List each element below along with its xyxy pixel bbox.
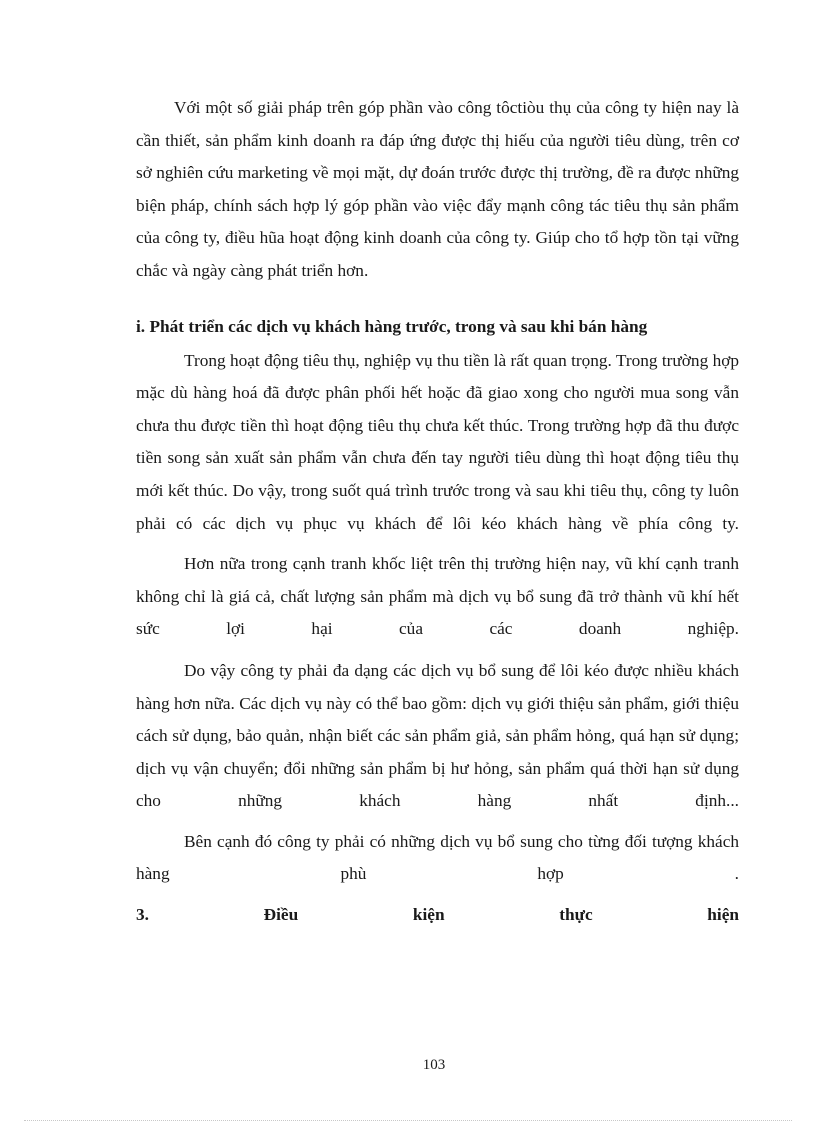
page-bottom-rule xyxy=(24,1120,792,1121)
paragraph-competition: Hơn nữa trong cạnh tranh khốc liệt trên thị trường hiện nay, vũ khí cạnh tranh không chỉ là giá cả, chất lượng sản phẩm mà dịch vụ bổ sung đã trở thành vũ khí hết sức lợi hại của các doanh nghiệp. xyxy=(136,554,739,639)
intro-paragraph: Với một số giải pháp trên góp phần vào công tôctiòu thụ của công ty hiện nay là cần thiết, sản phẩm kinh doanh ra đáp ứng được thị hiếu của người tiêu dùng, trên cơ sở nghiên cứu marketing về mọi mặt, dự đoán trước được thị trường, đề ra được những biện pháp, chính sách hợp lý góp phần vào việc đẩy mạnh công tác tiêu thụ sản phẩm của công ty, điều hũa hoạt động kinh doanh của công ty. Giúp cho tổ hợp tồn tại vững chắc và ngày càng phát triển hơn. xyxy=(136,98,739,280)
page-number: 103 xyxy=(422,1057,446,1073)
paragraph-services-payment: Trong hoạt động tiêu thụ, nghiệp vụ thu tiền là rất quan trọng. Trong trường hợp mặc dù hàng hoá đã được phân phối hết hoặc đã giao xong cho người mua song vẫn chưa thu được tiền thì hoạt động tiêu thụ chưa kết thúc. Trong trường hợp đã thu được tiền song sản xuất sản phẩm vẫn chưa đến tay người tiêu dùng thì hoạt động tiêu thụ mới kết thúc. Do vậy, trong suốt quá trình trước trong và sau khi tiêu thụ, công ty luôn phải có các dịch vụ phục vụ khách để lôi kéo khách hàng về phía công ty. xyxy=(136,350,739,533)
page-content xyxy=(136,92,739,931)
paragraph-customer-groups: Bên cạnh đó công ty phải có những dịch vụ bổ sung cho từng đối tượng khách hàng phù hợp . xyxy=(136,831,739,884)
section-heading: i. Phát triển các dịch vụ khách hàng trước, trong và sau khi bán hàng xyxy=(136,316,648,336)
paragraph-additional-services: Do vậy công ty phải đa dạng các dịch vụ bổ sung để lôi kéo được nhiều khách hàng hơn nữa. Các dịch vụ này có thể bao gồm: dịch vụ giới thiệu sản phẩm, giới thiệu cách sử dụng, bảo quản, nhận biết các sản phẩm giả, sản phẩm hỏng, quá hạn sử dụng; dịch vụ vận chuyển; đổi những sản phẩm bị hư hỏng, sản phẩm quá thời hạn sử dụng cho những khách hàng nhất định... xyxy=(136,660,739,811)
subheading-conditions: 3. Điều kiện thực hiện xyxy=(136,905,739,925)
